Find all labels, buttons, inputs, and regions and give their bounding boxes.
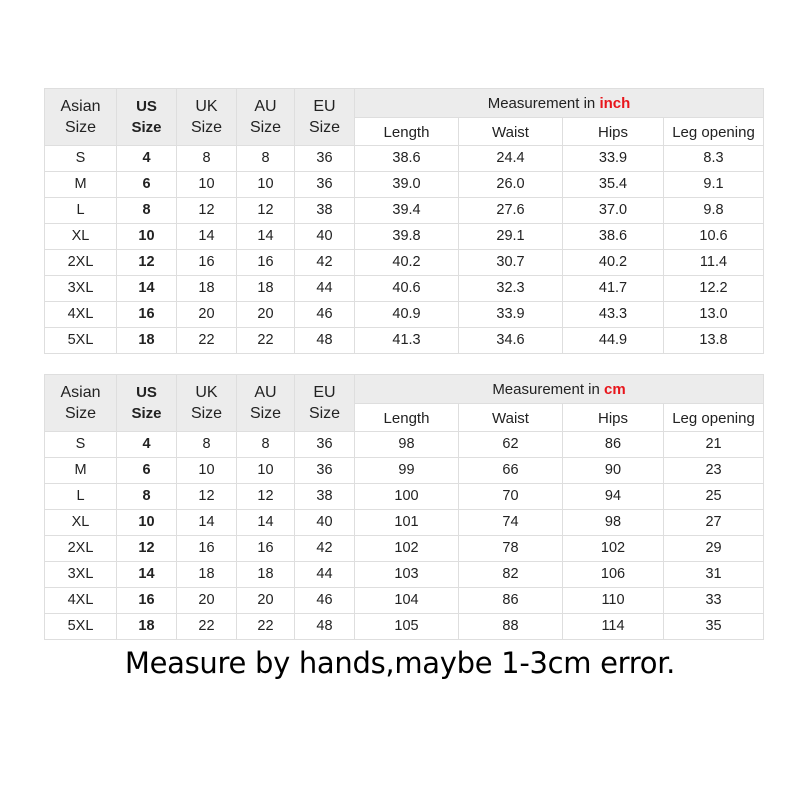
uk-size-header xyxy=(177,375,237,432)
waist-cell: 86 xyxy=(459,588,563,614)
eu-size-cell: 46 xyxy=(295,588,355,614)
leg-opening-cell: 10.6 xyxy=(664,224,764,250)
us-size-cell: 4 xyxy=(117,146,177,172)
hips-cell: 37.0 xyxy=(563,198,664,224)
table-row xyxy=(45,250,764,276)
us-size-header-line2: Size xyxy=(131,405,162,422)
asian-size-cell: 3XL xyxy=(45,276,117,302)
eu-size-cell: 46 xyxy=(295,302,355,328)
us-size-cell: 12 xyxy=(117,250,177,276)
eu-size-header-line1: EU xyxy=(313,98,336,115)
hips-cell: 44.9 xyxy=(563,328,664,354)
table-row xyxy=(45,484,764,510)
us-size-cell: 12 xyxy=(117,536,177,562)
us-size-cell: 6 xyxy=(117,458,177,484)
asian-size-cell: 4XL xyxy=(45,588,117,614)
uk-size-cell: 18 xyxy=(177,562,237,588)
table-row xyxy=(45,432,764,458)
measurement-header xyxy=(355,89,764,118)
au-size-cell: 12 xyxy=(237,484,295,510)
eu-size-cell: 36 xyxy=(295,458,355,484)
leg-opening-cell: 13.0 xyxy=(664,302,764,328)
us-size-cell: 18 xyxy=(117,328,177,354)
us-size-cell: 14 xyxy=(117,562,177,588)
leg-opening-cell: 9.1 xyxy=(664,172,764,198)
waist-cell: 82 xyxy=(459,562,563,588)
length-cell: 39.4 xyxy=(355,198,459,224)
uk-size-header-line2: Size xyxy=(190,405,223,422)
uk-size-cell: 22 xyxy=(177,614,237,640)
us-size-cell: 4 xyxy=(117,432,177,458)
length-cell: 39.0 xyxy=(355,172,459,198)
leg-opening-cell: 11.4 xyxy=(664,250,764,276)
au-size-cell: 16 xyxy=(237,536,295,562)
us-size-cell: 14 xyxy=(117,276,177,302)
uk-size-header xyxy=(177,89,237,146)
uk-size-cell: 8 xyxy=(177,432,237,458)
leg-opening-cell: 21 xyxy=(664,432,764,458)
uk-size-cell: 14 xyxy=(177,510,237,536)
uk-size-cell: 20 xyxy=(177,588,237,614)
asian-size-cell: M xyxy=(45,172,117,198)
table-row xyxy=(45,614,764,640)
table-row xyxy=(45,276,764,302)
uk-size-header-line2: Size xyxy=(190,119,223,136)
us-size-cell: 16 xyxy=(117,588,177,614)
table-row xyxy=(45,198,764,224)
leg-opening-cell: 31 xyxy=(664,562,764,588)
measurement-error-note: Measure by hands,maybe 1-3cm error. xyxy=(124,646,676,680)
leg-opening-cell: 13.8 xyxy=(664,328,764,354)
au-size-cell: 14 xyxy=(237,510,295,536)
table-row xyxy=(45,146,764,172)
table-row xyxy=(45,588,764,614)
asian-size-header-line1: Asian xyxy=(60,98,101,115)
uk-size-cell: 14 xyxy=(177,224,237,250)
hips-cell: 40.2 xyxy=(563,250,664,276)
eu-size-cell: 44 xyxy=(295,276,355,302)
asian-size-header-line2: Size xyxy=(64,119,97,136)
au-size-header xyxy=(237,89,295,146)
leg-opening-cell: 35 xyxy=(664,614,764,640)
measurement-unit: cm xyxy=(604,380,626,398)
size-chart-cm-table xyxy=(44,374,764,640)
asian-size-header xyxy=(45,375,117,432)
eu-size-cell: 36 xyxy=(295,432,355,458)
us-size-header-line1: US xyxy=(136,98,157,115)
size-chart-inch-table xyxy=(44,88,764,354)
eu-size-header-line1: EU xyxy=(313,384,336,401)
us-size-cell: 8 xyxy=(117,484,177,510)
au-size-cell: 8 xyxy=(237,432,295,458)
leg-opening-cell: 8.3 xyxy=(664,146,764,172)
eu-size-cell: 40 xyxy=(295,224,355,250)
au-size-cell: 18 xyxy=(237,562,295,588)
hips-cell: 106 xyxy=(563,562,664,588)
asian-size-cell: 2XL xyxy=(45,250,117,276)
us-size-header xyxy=(117,89,177,146)
size-chart-cm-body xyxy=(45,432,764,640)
au-size-cell: 12 xyxy=(237,198,295,224)
hips-cell: 102 xyxy=(563,536,664,562)
uk-size-cell: 16 xyxy=(177,250,237,276)
hips-cell: 43.3 xyxy=(563,302,664,328)
waist-cell: 29.1 xyxy=(459,224,563,250)
hips-cell: 98 xyxy=(563,510,664,536)
us-size-header-line1: US xyxy=(136,384,157,401)
length-cell: 40.2 xyxy=(355,250,459,276)
au-size-cell: 10 xyxy=(237,458,295,484)
leg-opening-cell: 27 xyxy=(664,510,764,536)
table-row xyxy=(45,536,764,562)
au-size-cell: 18 xyxy=(237,276,295,302)
length-cell: 103 xyxy=(355,562,459,588)
eu-size-cell: 48 xyxy=(295,614,355,640)
eu-size-header xyxy=(295,89,355,146)
measurement-header-prefix: Measurement in xyxy=(492,380,605,398)
waist-cell: 66 xyxy=(459,458,563,484)
measurement-header xyxy=(355,375,764,404)
leg-opening-cell: 9.8 xyxy=(664,198,764,224)
eu-size-cell: 38 xyxy=(295,484,355,510)
waist-cell: 26.0 xyxy=(459,172,563,198)
waist-cell: 62 xyxy=(459,432,563,458)
length-cell: 40.9 xyxy=(355,302,459,328)
us-size-cell: 18 xyxy=(117,614,177,640)
eu-size-cell: 36 xyxy=(295,146,355,172)
waist-cell: 32.3 xyxy=(459,276,563,302)
asian-size-cell: S xyxy=(45,146,117,172)
au-size-header-line2: Size xyxy=(249,405,282,422)
length-header: Length xyxy=(355,404,459,432)
eu-size-cell: 42 xyxy=(295,250,355,276)
us-size-cell: 10 xyxy=(117,224,177,250)
waist-cell: 27.6 xyxy=(459,198,563,224)
table-row xyxy=(45,224,764,250)
au-size-cell: 16 xyxy=(237,250,295,276)
measurement-header-prefix: Measurement in xyxy=(487,94,600,112)
hips-cell: 90 xyxy=(563,458,664,484)
au-size-cell: 20 xyxy=(237,588,295,614)
waist-header: Waist xyxy=(459,404,563,432)
waist-cell: 70 xyxy=(459,484,563,510)
asian-size-cell: 3XL xyxy=(45,562,117,588)
us-size-cell: 8 xyxy=(117,198,177,224)
au-size-cell: 22 xyxy=(237,614,295,640)
eu-size-header xyxy=(295,375,355,432)
au-size-cell: 14 xyxy=(237,224,295,250)
asian-size-header-line2: Size xyxy=(64,405,97,422)
measurement-unit: inch xyxy=(599,94,631,112)
waist-header: Waist xyxy=(459,118,563,146)
uk-size-cell: 12 xyxy=(177,198,237,224)
hips-cell: 38.6 xyxy=(563,224,664,250)
hips-cell: 114 xyxy=(563,614,664,640)
asian-size-cell: L xyxy=(45,484,117,510)
hips-cell: 41.7 xyxy=(563,276,664,302)
length-cell: 98 xyxy=(355,432,459,458)
waist-cell: 33.9 xyxy=(459,302,563,328)
au-size-header-line1: AU xyxy=(254,384,277,401)
au-size-cell: 10 xyxy=(237,172,295,198)
asian-size-cell: 5XL xyxy=(45,328,117,354)
au-size-cell: 22 xyxy=(237,328,295,354)
asian-size-cell: M xyxy=(45,458,117,484)
hips-header: Hips xyxy=(563,118,664,146)
au-size-cell: 8 xyxy=(237,146,295,172)
length-cell: 101 xyxy=(355,510,459,536)
leg-opening-cell: 12.2 xyxy=(664,276,764,302)
hips-header: Hips xyxy=(563,404,664,432)
waist-cell: 30.7 xyxy=(459,250,563,276)
uk-size-cell: 10 xyxy=(177,172,237,198)
au-size-header-line1: AU xyxy=(254,98,277,115)
waist-cell: 74 xyxy=(459,510,563,536)
waist-cell: 78 xyxy=(459,536,563,562)
waist-cell: 88 xyxy=(459,614,563,640)
eu-size-header-line2: Size xyxy=(308,405,341,422)
us-size-cell: 6 xyxy=(117,172,177,198)
leg-opening-cell: 23 xyxy=(664,458,764,484)
asian-size-cell: 5XL xyxy=(45,614,117,640)
uk-size-cell: 18 xyxy=(177,276,237,302)
uk-size-header-line1: UK xyxy=(195,98,218,115)
table-row xyxy=(45,328,764,354)
length-cell: 100 xyxy=(355,484,459,510)
eu-size-cell: 42 xyxy=(295,536,355,562)
table-row xyxy=(45,172,764,198)
length-cell: 99 xyxy=(355,458,459,484)
uk-size-cell: 10 xyxy=(177,458,237,484)
leg-opening-cell: 33 xyxy=(664,588,764,614)
asian-size-header xyxy=(45,89,117,146)
length-header: Length xyxy=(355,118,459,146)
uk-size-cell: 22 xyxy=(177,328,237,354)
uk-size-cell: 8 xyxy=(177,146,237,172)
asian-size-cell: XL xyxy=(45,510,117,536)
leg-opening-cell: 29 xyxy=(664,536,764,562)
us-size-header xyxy=(117,375,177,432)
asian-size-cell: 2XL xyxy=(45,536,117,562)
asian-size-cell: XL xyxy=(45,224,117,250)
hips-cell: 86 xyxy=(563,432,664,458)
table-row xyxy=(45,302,764,328)
hips-cell: 35.4 xyxy=(563,172,664,198)
au-size-header xyxy=(237,375,295,432)
length-cell: 38.6 xyxy=(355,146,459,172)
leg-opening-cell: 25 xyxy=(664,484,764,510)
table-row xyxy=(45,458,764,484)
length-cell: 105 xyxy=(355,614,459,640)
asian-size-cell: L xyxy=(45,198,117,224)
waist-cell: 34.6 xyxy=(459,328,563,354)
eu-size-header-line2: Size xyxy=(308,119,341,136)
hips-cell: 94 xyxy=(563,484,664,510)
length-cell: 40.6 xyxy=(355,276,459,302)
uk-size-cell: 20 xyxy=(177,302,237,328)
eu-size-cell: 44 xyxy=(295,562,355,588)
length-cell: 104 xyxy=(355,588,459,614)
uk-size-cell: 12 xyxy=(177,484,237,510)
eu-size-cell: 38 xyxy=(295,198,355,224)
size-chart-inch-body xyxy=(45,146,764,354)
leg-opening-header: Leg opening xyxy=(664,118,764,146)
leg-opening-header: Leg opening xyxy=(664,404,764,432)
length-cell: 39.8 xyxy=(355,224,459,250)
us-size-header-line2: Size xyxy=(131,119,162,136)
us-size-cell: 10 xyxy=(117,510,177,536)
asian-size-header-line1: Asian xyxy=(60,384,101,401)
table-row xyxy=(45,510,764,536)
asian-size-cell: S xyxy=(45,432,117,458)
uk-size-header-line1: UK xyxy=(195,384,218,401)
au-size-header-line2: Size xyxy=(249,119,282,136)
eu-size-cell: 48 xyxy=(295,328,355,354)
hips-cell: 33.9 xyxy=(563,146,664,172)
length-cell: 41.3 xyxy=(355,328,459,354)
hips-cell: 110 xyxy=(563,588,664,614)
au-size-cell: 20 xyxy=(237,302,295,328)
table-row xyxy=(45,562,764,588)
length-cell: 102 xyxy=(355,536,459,562)
asian-size-cell: 4XL xyxy=(45,302,117,328)
waist-cell: 24.4 xyxy=(459,146,563,172)
eu-size-cell: 36 xyxy=(295,172,355,198)
us-size-cell: 16 xyxy=(117,302,177,328)
eu-size-cell: 40 xyxy=(295,510,355,536)
uk-size-cell: 16 xyxy=(177,536,237,562)
